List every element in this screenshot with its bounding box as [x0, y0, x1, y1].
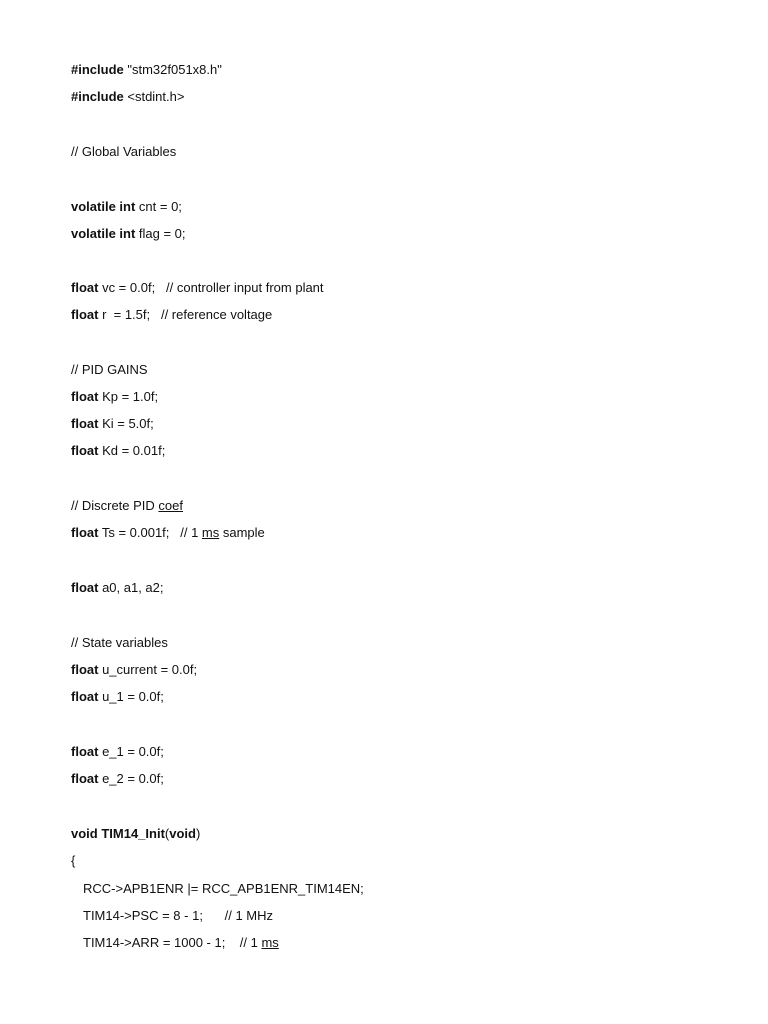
code-keyword: float	[71, 580, 99, 595]
code-keyword: float	[71, 389, 99, 404]
code-line	[71, 307, 272, 323]
code-text: cnt = 0;	[135, 199, 182, 214]
code-comment-line	[71, 635, 168, 651]
code-keyword: volatile int	[71, 226, 136, 241]
code-keyword: float	[71, 416, 99, 431]
code-text: u_current = 0.0f;	[98, 662, 198, 677]
code-keyword: float	[71, 689, 99, 704]
code-keyword: float	[71, 443, 99, 458]
code-text: u_1 = 0.0f;	[98, 689, 164, 704]
code-text: // Discrete PID	[71, 498, 159, 513]
code-line	[71, 525, 265, 541]
code-line	[71, 853, 75, 869]
code-text: Kd = 0.01f;	[98, 443, 166, 458]
code-text: TIM14->PSC = 8 - 1; // 1 MHz	[83, 908, 273, 923]
code-line	[83, 908, 273, 924]
code-keyword: float	[71, 525, 99, 540]
code-keyword: float	[71, 771, 99, 786]
code-text: e_2 = 0.0f;	[98, 771, 164, 786]
code-line	[71, 443, 165, 459]
underlined-text: ms	[261, 935, 279, 950]
code-text: // Global Variables	[71, 144, 177, 159]
code-text: (	[164, 826, 170, 841]
code-line	[71, 662, 197, 678]
code-line	[71, 416, 154, 432]
code-line	[71, 826, 200, 842]
code-text: vc = 0.0f; // controller input from plant	[98, 280, 324, 295]
code-comment-line	[71, 498, 183, 514]
code-line	[83, 935, 279, 951]
code-keyword: #include	[71, 62, 124, 77]
code-text: // PID GAINS	[71, 362, 148, 377]
code-line	[71, 280, 324, 296]
code-text: Ki = 5.0f;	[98, 416, 154, 431]
code-text: // State variables	[71, 635, 168, 650]
code-keyword: float	[71, 744, 99, 759]
code-line	[71, 226, 186, 242]
code-keyword: #include	[71, 89, 124, 104]
code-text: <stdint.h>	[123, 89, 185, 104]
code-line	[71, 89, 184, 105]
code-keyword: void	[169, 826, 196, 841]
code-keyword: volatile int	[71, 199, 136, 214]
code-text: "stm32f051x8.h"	[123, 62, 222, 77]
code-line	[71, 62, 222, 78]
code-text: flag = 0;	[135, 226, 186, 241]
code-text: {	[71, 853, 76, 868]
code-line	[71, 744, 164, 760]
code-text: Ts = 0.001f; // 1	[98, 525, 202, 540]
code-keyword: float	[71, 662, 99, 677]
code-text: RCC->APB1ENR |= RCC_APB1ENR_TIM14EN;	[83, 881, 364, 896]
code-line	[83, 881, 364, 897]
code-comment-line	[71, 144, 176, 160]
code-line	[71, 771, 164, 787]
code-comment-line	[71, 362, 148, 378]
code-keyword: float	[71, 307, 99, 322]
code-keyword: float	[71, 280, 99, 295]
code-line	[71, 580, 164, 596]
code-text: Kp = 1.0f;	[98, 389, 159, 404]
code-text: sample	[219, 525, 265, 540]
code-keyword: void TIM14_Init	[71, 826, 165, 841]
code-text: e_1 = 0.0f;	[98, 744, 164, 759]
code-text: r = 1.5f; // reference voltage	[98, 307, 273, 322]
code-line	[71, 199, 182, 215]
underlined-text: ms	[201, 525, 220, 540]
code-line	[71, 389, 158, 405]
code-text: TIM14->ARR = 1000 - 1; // 1	[83, 935, 262, 950]
code-text: a0, a1, a2;	[98, 580, 164, 595]
code-line	[71, 689, 164, 705]
underlined-text: coef	[158, 498, 183, 513]
code-text: )	[195, 826, 201, 841]
